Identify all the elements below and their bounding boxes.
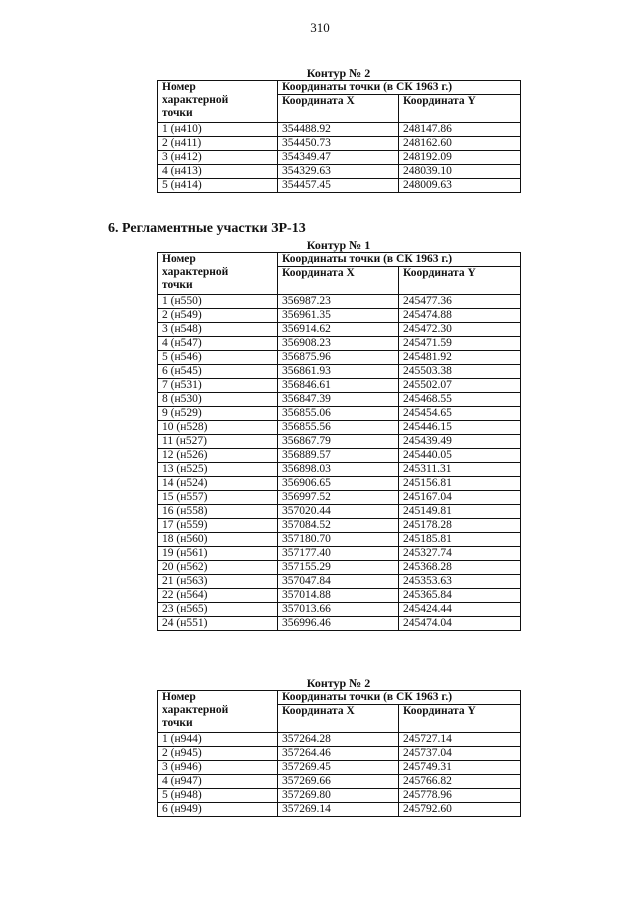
table-row — [158, 165, 521, 179]
table-row — [158, 379, 521, 393]
section-heading: 6. Регламентные участки ЗР-13 — [108, 221, 306, 236]
table-row — [158, 393, 521, 407]
x-coordinate-cell: 356906.65 — [278, 477, 399, 491]
y-coordinate-cell: 245156.81 — [399, 477, 521, 491]
point-column-header — [158, 81, 278, 123]
x-coordinate-cell: 357020.44 — [278, 505, 399, 519]
point-header-line: характерной — [162, 704, 229, 716]
y-coordinate-cell: 245792.60 — [399, 803, 521, 817]
point-cell: 21 (н563) — [158, 575, 278, 589]
point-column-header — [158, 691, 278, 733]
y-coordinate-cell: 248039.10 — [399, 165, 521, 179]
x-column-header: Координата X — [278, 705, 399, 733]
point-cell: 1 (н410) — [158, 123, 278, 137]
x-coordinate-cell: 356996.46 — [278, 617, 399, 631]
table-row — [158, 533, 521, 547]
contour-1-title: Контур № 1 — [306, 238, 371, 252]
point-cell: 11 (н527) — [158, 435, 278, 449]
table-row — [158, 803, 521, 817]
y-coordinate-cell: 245454.65 — [399, 407, 521, 421]
point-cell: 1 (н944) — [158, 733, 278, 747]
table-row — [158, 407, 521, 421]
point-cell: 23 (н565) — [158, 603, 278, 617]
table-row — [158, 421, 521, 435]
table-row — [158, 337, 521, 351]
y-coordinate-cell: 245424.44 — [399, 603, 521, 617]
x-coordinate-cell: 357264.28 — [278, 733, 399, 747]
table-row — [158, 747, 521, 761]
point-header-line: Номер — [162, 253, 196, 265]
x-coordinate-cell: 356855.06 — [278, 407, 399, 421]
y-coordinate-cell: 245472.30 — [399, 323, 521, 337]
page-number: 310 — [310, 20, 330, 35]
table-row — [158, 561, 521, 575]
table-row — [158, 603, 521, 617]
x-coordinate-cell: 357084.52 — [278, 519, 399, 533]
y-coordinate-cell: 245178.28 — [399, 519, 521, 533]
x-coordinate-cell: 356908.23 — [278, 337, 399, 351]
point-cell: 22 (н564) — [158, 589, 278, 603]
point-header-line: характерной — [162, 94, 229, 106]
x-coordinate-cell: 354349.47 — [278, 151, 399, 165]
coords-column-header: Координаты точки (в СК 1963 г.) — [278, 253, 521, 267]
table-row — [158, 151, 521, 165]
table-row — [158, 505, 521, 519]
y-column-header: Координата Y — [399, 705, 521, 733]
contour-2-body — [158, 691, 521, 817]
point-cell: 1 (н550) — [158, 295, 278, 309]
y-coordinate-cell: 245311.31 — [399, 463, 521, 477]
x-coordinate-cell: 356997.52 — [278, 491, 399, 505]
table-row — [158, 547, 521, 561]
x-coordinate-cell: 357177.40 — [278, 547, 399, 561]
table-row — [158, 295, 521, 309]
contour-1-table — [157, 252, 521, 631]
table-row — [158, 351, 521, 365]
x-coordinate-cell: 357264.46 — [278, 747, 399, 761]
x-coordinate-cell: 356855.56 — [278, 421, 399, 435]
point-header-line: характерной — [162, 266, 229, 278]
contour-2-block — [157, 676, 520, 817]
point-header-line: Номер — [162, 81, 196, 93]
point-cell: 5 (н414) — [158, 179, 278, 193]
point-cell: 18 (н560) — [158, 533, 278, 547]
contour-1-body — [158, 253, 521, 631]
x-coordinate-cell: 356914.62 — [278, 323, 399, 337]
table-header-row — [158, 253, 521, 267]
contour-top-table — [157, 80, 521, 193]
table-row — [158, 477, 521, 491]
x-coordinate-cell: 357180.70 — [278, 533, 399, 547]
x-coordinate-cell: 354329.63 — [278, 165, 399, 179]
point-header-line: точки — [162, 717, 193, 729]
point-cell: 6 (н545) — [158, 365, 278, 379]
point-cell: 14 (н524) — [158, 477, 278, 491]
point-cell: 6 (н949) — [158, 803, 278, 817]
point-cell: 4 (н413) — [158, 165, 278, 179]
x-coordinate-cell: 356898.03 — [278, 463, 399, 477]
contour-top-body — [158, 81, 521, 193]
contour-2-title: Контур № 2 — [306, 676, 371, 690]
y-coordinate-cell: 245474.04 — [399, 617, 521, 631]
point-cell: 3 (н412) — [158, 151, 278, 165]
x-coordinate-cell: 356847.39 — [278, 393, 399, 407]
x-coordinate-cell: 356987.23 — [278, 295, 399, 309]
coords-column-header: Координаты точки (в СК 1963 г.) — [278, 691, 521, 705]
coords-column-header: Координаты точки (в СК 1963 г.) — [278, 81, 521, 95]
table-row — [158, 733, 521, 747]
point-cell: 13 (н525) — [158, 463, 278, 477]
y-coordinate-cell: 245727.14 — [399, 733, 521, 747]
table-row — [158, 365, 521, 379]
y-coordinate-cell: 245766.82 — [399, 775, 521, 789]
table-row — [158, 309, 521, 323]
y-coordinate-cell: 245481.92 — [399, 351, 521, 365]
table-row — [158, 519, 521, 533]
point-header-line: точки — [162, 107, 193, 119]
y-coordinate-cell: 245737.04 — [399, 747, 521, 761]
x-coordinate-cell: 356861.93 — [278, 365, 399, 379]
y-coordinate-cell: 245503.38 — [399, 365, 521, 379]
contour-top-block — [157, 66, 520, 193]
point-cell: 15 (н557) — [158, 491, 278, 505]
x-coordinate-cell: 356889.57 — [278, 449, 399, 463]
point-cell: 12 (н526) — [158, 449, 278, 463]
y-coordinate-cell: 245327.74 — [399, 547, 521, 561]
x-coordinate-cell: 356875.96 — [278, 351, 399, 365]
x-coordinate-cell: 357047.84 — [278, 575, 399, 589]
table-row — [158, 761, 521, 775]
y-coordinate-cell: 245167.04 — [399, 491, 521, 505]
point-cell: 3 (н548) — [158, 323, 278, 337]
y-coordinate-cell: 245353.63 — [399, 575, 521, 589]
y-coordinate-cell: 245778.96 — [399, 789, 521, 803]
table-row — [158, 775, 521, 789]
x-coordinate-cell: 357013.66 — [278, 603, 399, 617]
x-coordinate-cell: 354450.73 — [278, 137, 399, 151]
table-row — [158, 435, 521, 449]
y-coordinate-cell: 245185.81 — [399, 533, 521, 547]
x-coordinate-cell: 357014.88 — [278, 589, 399, 603]
table-row — [158, 463, 521, 477]
y-coordinate-cell: 245474.88 — [399, 309, 521, 323]
point-cell: 2 (н411) — [158, 137, 278, 151]
point-cell: 19 (н561) — [158, 547, 278, 561]
point-cell: 7 (н531) — [158, 379, 278, 393]
x-coordinate-cell: 354488.92 — [278, 123, 399, 137]
point-cell: 17 (н559) — [158, 519, 278, 533]
table-row — [158, 789, 521, 803]
table-row — [158, 617, 521, 631]
x-coordinate-cell: 357155.29 — [278, 561, 399, 575]
point-cell: 5 (н546) — [158, 351, 278, 365]
point-cell: 5 (н948) — [158, 789, 278, 803]
point-cell: 2 (н945) — [158, 747, 278, 761]
table-row — [158, 589, 521, 603]
table-row — [158, 323, 521, 337]
x-coordinate-cell: 356846.61 — [278, 379, 399, 393]
point-header-line: Номер — [162, 691, 196, 703]
table-header-row — [158, 691, 521, 705]
point-cell: 24 (н551) — [158, 617, 278, 631]
contour-1-block — [157, 238, 520, 631]
x-coordinate-cell: 354457.45 — [278, 179, 399, 193]
y-coordinate-cell: 245477.36 — [399, 295, 521, 309]
table-row — [158, 491, 521, 505]
x-coordinate-cell: 357269.14 — [278, 803, 399, 817]
table-row — [158, 137, 521, 151]
table-row — [158, 179, 521, 193]
point-cell: 10 (н528) — [158, 421, 278, 435]
point-cell: 2 (н549) — [158, 309, 278, 323]
y-coordinate-cell: 245749.31 — [399, 761, 521, 775]
table-row — [158, 449, 521, 463]
point-column-header — [158, 253, 278, 295]
y-coordinate-cell: 245368.28 — [399, 561, 521, 575]
point-cell: 3 (н946) — [158, 761, 278, 775]
point-cell: 8 (н530) — [158, 393, 278, 407]
point-cell: 9 (н529) — [158, 407, 278, 421]
x-coordinate-cell: 356961.35 — [278, 309, 399, 323]
point-cell: 20 (н562) — [158, 561, 278, 575]
y-coordinate-cell: 245502.07 — [399, 379, 521, 393]
y-coordinate-cell: 248147.86 — [399, 123, 521, 137]
y-coordinate-cell: 245440.05 — [399, 449, 521, 463]
table-row — [158, 575, 521, 589]
point-header-line: точки — [162, 279, 193, 291]
y-coordinate-cell: 245149.81 — [399, 505, 521, 519]
point-cell: 16 (н558) — [158, 505, 278, 519]
y-column-header: Координата Y — [399, 267, 521, 295]
x-coordinate-cell: 357269.80 — [278, 789, 399, 803]
table-header-row — [158, 81, 521, 95]
y-coordinate-cell: 245439.49 — [399, 435, 521, 449]
point-cell: 4 (н947) — [158, 775, 278, 789]
y-coordinate-cell: 248192.09 — [399, 151, 521, 165]
x-column-header: Координата X — [278, 267, 399, 295]
y-coordinate-cell: 245365.84 — [399, 589, 521, 603]
x-coordinate-cell: 357269.66 — [278, 775, 399, 789]
x-coordinate-cell: 356867.79 — [278, 435, 399, 449]
y-coordinate-cell: 248162.60 — [399, 137, 521, 151]
y-coordinate-cell: 248009.63 — [399, 179, 521, 193]
y-coordinate-cell: 245468.55 — [399, 393, 521, 407]
x-column-header: Координата X — [278, 95, 399, 123]
y-coordinate-cell: 245446.15 — [399, 421, 521, 435]
y-coordinate-cell: 245471.59 — [399, 337, 521, 351]
contour-2-table — [157, 690, 521, 817]
contour-top-title: Контур № 2 — [306, 66, 371, 80]
point-cell: 4 (н547) — [158, 337, 278, 351]
table-row — [158, 123, 521, 137]
y-column-header: Координата Y — [399, 95, 521, 123]
x-coordinate-cell: 357269.45 — [278, 761, 399, 775]
